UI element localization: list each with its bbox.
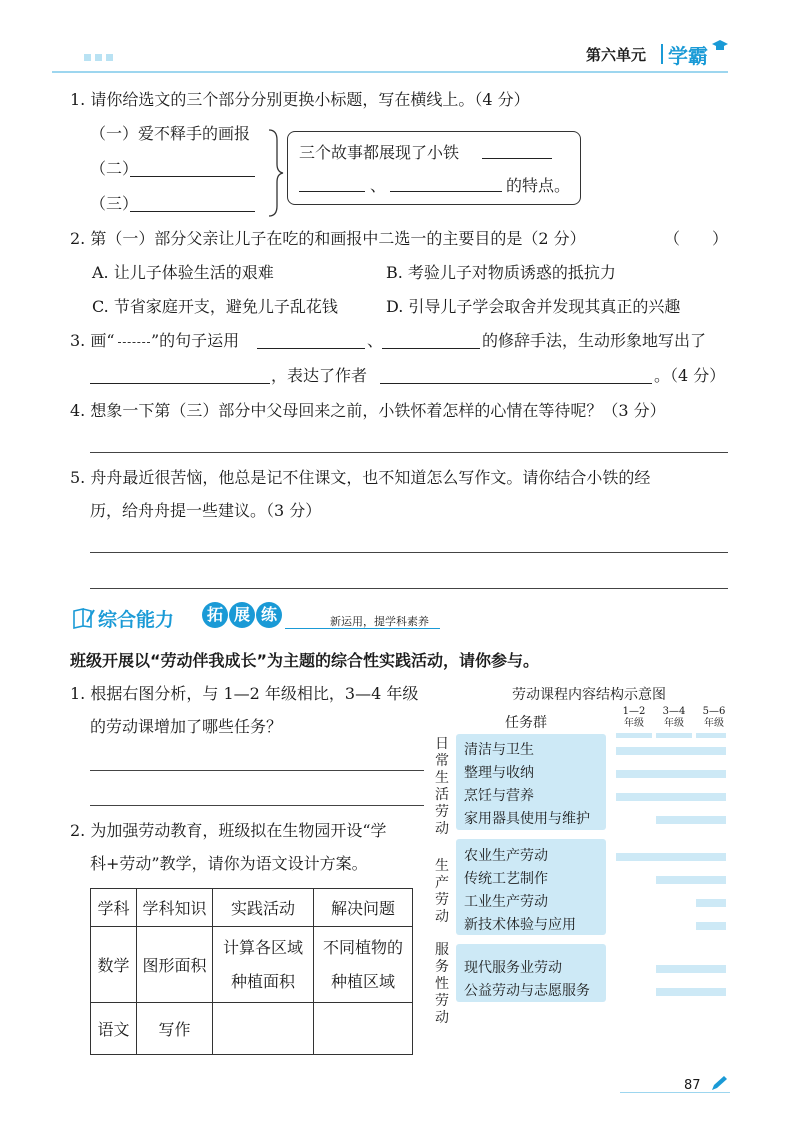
diagram-column-header: 任务群 bbox=[505, 715, 547, 731]
q1-part3-label: （三） bbox=[90, 194, 139, 213]
section-title: 综合能力 bbox=[98, 609, 175, 631]
section-badge-char-1: 拓 bbox=[202, 602, 228, 628]
grade-header-bar bbox=[656, 733, 692, 738]
q4-answer-line[interactable] bbox=[90, 452, 728, 453]
q1-box-line1: 三个故事都展现了小铁 bbox=[299, 143, 460, 162]
q1-box-blank-3[interactable] bbox=[390, 175, 502, 192]
question-2-text: 2. 第（一）部分父亲让儿子在吃的和画报中二选一的主要目的是（2 分） bbox=[70, 229, 586, 248]
book-pencil-icon bbox=[72, 606, 96, 630]
q3-blank-2[interactable] bbox=[382, 332, 480, 349]
q1-part3-blank[interactable] bbox=[130, 195, 255, 212]
table-cell: 计算各区域种植面积 bbox=[213, 927, 314, 1003]
grade-header-5-6: 5—6 年级 bbox=[702, 706, 726, 729]
group-label-production: 生 产 劳 动 bbox=[435, 858, 449, 925]
coverage-bar bbox=[696, 922, 726, 930]
q3-text-f: 。（4 分） bbox=[654, 366, 726, 385]
q3-text-a: 3. 画“ bbox=[70, 331, 115, 350]
coverage-bar bbox=[616, 793, 726, 801]
sub-question-2-line2: 科+劳动”教学，请你为语文设计方案。 bbox=[90, 854, 368, 873]
task-item: 现代服务业劳动 bbox=[464, 960, 562, 976]
header-decor-square bbox=[106, 54, 113, 61]
grade-header-bar bbox=[616, 733, 652, 738]
question-4-text: 4. 想象一下第（三）部分中父母回来之前，小铁怀着怎样的心情在等待呢？（3 分） bbox=[70, 401, 666, 420]
q3-underline-sample bbox=[118, 342, 150, 343]
section-badge-char-2: 展 bbox=[229, 602, 255, 628]
pencil-icon bbox=[709, 1074, 729, 1092]
task-item: 整理与收纳 bbox=[464, 765, 534, 781]
coverage-bar bbox=[616, 770, 726, 778]
question-5-line2: 历，给舟舟提一些建议。（3 分） bbox=[90, 501, 322, 520]
q1-box-sep: 、 bbox=[370, 176, 387, 195]
q3-text-d: 的修辞手法，生动形象地写出了 bbox=[482, 331, 707, 350]
task-item: 传统工艺制作 bbox=[464, 871, 548, 887]
table-cell: 图形面积 bbox=[137, 927, 213, 1003]
coverage-bar bbox=[616, 747, 726, 755]
sub-question-2-line1: 2. 为加强劳动教育，班级拟在生物园开设“学 bbox=[70, 821, 387, 840]
section-subtitle: 新运用，提学科素养 bbox=[330, 615, 429, 628]
table-header-cell: 解决问题 bbox=[314, 889, 413, 927]
curly-brace-icon bbox=[265, 128, 287, 218]
table-answer-cell[interactable] bbox=[213, 1003, 314, 1055]
q3-blank-4[interactable] bbox=[380, 367, 652, 384]
table-header-cell: 学科 bbox=[91, 889, 137, 927]
s1-answer-line-1[interactable] bbox=[90, 770, 424, 771]
question-1-text: 1. 请你给选文的三个部分分别更换小标题，写在横线上。（4 分） bbox=[70, 90, 530, 109]
grade-header-3-4: 3—4 年级 bbox=[662, 706, 686, 729]
group-label-service: 服 务 性 劳 动 bbox=[435, 942, 449, 1026]
unit-label: 第六单元 bbox=[586, 46, 647, 64]
sub-question-1-line1: 1. 根据右图分析，与 1—2 年级相比，3—4 年级 bbox=[70, 684, 419, 703]
header-decor-square bbox=[95, 54, 102, 61]
table-cell: 数学 bbox=[91, 927, 137, 1003]
q1-box-blank-2[interactable] bbox=[299, 175, 365, 192]
table-header-cell: 学科知识 bbox=[137, 889, 213, 927]
header-divider bbox=[661, 44, 663, 64]
grade-header-bar bbox=[696, 733, 726, 738]
q3-text-b: ”的句子运用 bbox=[151, 331, 240, 350]
header-line bbox=[52, 71, 728, 73]
q1-box-end: 的特点。 bbox=[506, 176, 571, 195]
q2-option-b[interactable]: B. 考验儿子对物质诱惑的抵抗力 bbox=[386, 263, 616, 282]
q3-text-e: ，表达了作者 bbox=[271, 366, 368, 385]
coverage-bar bbox=[656, 988, 726, 996]
coverage-bar bbox=[616, 853, 726, 861]
q5-answer-line-1[interactable] bbox=[90, 552, 728, 553]
q1-part2-label: （二） bbox=[90, 159, 139, 178]
q3-blank-3[interactable] bbox=[90, 367, 270, 384]
coverage-bar bbox=[656, 876, 726, 884]
section-badge-char-3: 练 bbox=[256, 602, 282, 628]
lesson-plan-table bbox=[90, 888, 413, 1055]
graduation-cap-icon bbox=[710, 38, 730, 54]
task-item: 家用器具使用与维护 bbox=[464, 811, 590, 827]
task-item: 新技术体验与应用 bbox=[464, 917, 576, 933]
table-answer-cell[interactable] bbox=[314, 1003, 413, 1055]
q1-part1-title: （一）爱不释手的画报 bbox=[90, 124, 251, 143]
s1-answer-line-2[interactable] bbox=[90, 805, 424, 806]
task-item: 农业生产劳动 bbox=[464, 848, 548, 864]
q2-option-a[interactable]: A. 让儿子体验生活的艰难 bbox=[92, 263, 274, 282]
task-item: 公益劳动与志愿服务 bbox=[464, 983, 590, 999]
footer-line bbox=[620, 1092, 730, 1093]
section-intro: 班级开展以“劳动伴我成长”为主题的综合性实践活动，请你参与。 bbox=[70, 651, 540, 670]
q3-blank-1[interactable] bbox=[257, 332, 365, 349]
q2-option-d[interactable]: D. 引导儿子学会取舍并发现其真正的兴趣 bbox=[386, 297, 681, 316]
q1-part2-blank[interactable] bbox=[130, 160, 255, 177]
task-item: 清洁与卫生 bbox=[464, 742, 534, 758]
table-cell: 写作 bbox=[137, 1003, 213, 1055]
q2-option-c[interactable]: C. 节省家庭开支，避免儿子乱花钱 bbox=[92, 297, 338, 316]
header-decor-square bbox=[84, 54, 91, 61]
task-item: 烹饪与营养 bbox=[464, 788, 534, 804]
table-header-cell: 实践活动 bbox=[213, 889, 314, 927]
sub-question-1-line2: 的劳动课增加了哪些任务？ bbox=[90, 717, 283, 736]
q1-box-blank-1[interactable] bbox=[482, 142, 552, 159]
coverage-bar bbox=[656, 816, 726, 824]
grade-header-1-2: 1—2 年级 bbox=[622, 706, 646, 729]
brand-logo: 学霸 bbox=[668, 44, 708, 68]
q5-answer-line-2[interactable] bbox=[90, 588, 728, 589]
question-5-line1: 5. 舟舟最近很苦恼，他总是记不住课文，也不知道怎么写作文。请你结合小铁的经 bbox=[70, 468, 651, 487]
page-number: 87 bbox=[684, 1078, 701, 1093]
coverage-bar bbox=[656, 965, 726, 973]
table-cell: 语文 bbox=[91, 1003, 137, 1055]
diagram-title: 劳动课程内容结构示意图 bbox=[512, 687, 666, 703]
task-item: 工业生产劳动 bbox=[464, 894, 548, 910]
group-label-daily-life: 日 常 生 活 劳 动 bbox=[435, 736, 449, 837]
q3-text-c: 、 bbox=[367, 331, 384, 350]
table-cell: 不同植物的种植区域 bbox=[314, 927, 413, 1003]
coverage-bar bbox=[696, 899, 726, 907]
q2-answer-paren[interactable]: （ ） bbox=[664, 229, 729, 248]
